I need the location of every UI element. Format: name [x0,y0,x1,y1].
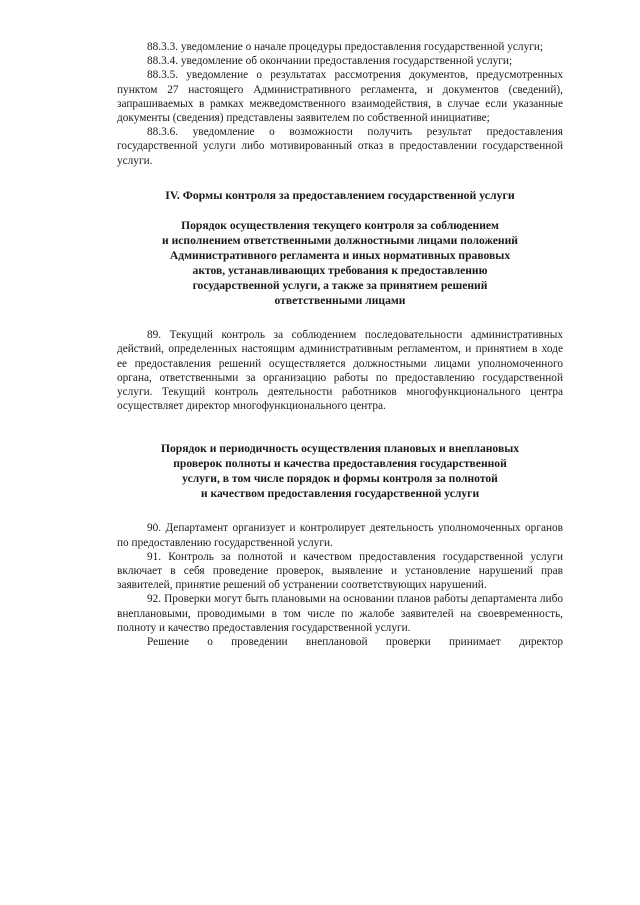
heading-line: Порядок осуществления текущего контроля за соблюдением [181,219,499,233]
paragraph-unscheduled-inspection: Решение о проведении внеплановой проверки принимает директор [147,636,563,649]
heading-line: услуги, в том числе порядок и формы контроля за полнотой [182,472,498,486]
heading-line: проверок полноты и качества предоставления государственной [173,457,507,471]
document-body [117,40,563,649]
item-88-3-3: 88.3.3. уведомление о начале процедуры предоставления государственной услуги; [147,41,544,53]
heading-line: государственной услуги, а также за принятием решений [192,279,488,293]
item-88-3-5: 88.3.5. уведомление о результатах рассмотрения документов, предусмотренных пунктом 27 настоящего Административного регламента, и документов (сведений), запрашиваемых в рамках межведомственного взаимодействия, в случае если указанные документы (сведения) представлены заявителем по собственной инициативе; [117,69,563,125]
paragraph-90: 90. Департамент организует и контролирует деятельность уполномоченных органов по предоставлению государственной услуги. [117,522,563,549]
heading-line: Административного регламента и иных нормативных правовых [169,249,511,263]
paragraph-92: 92. Проверки могут быть плановыми на основании планов работы департамента либо внеплановыми, проводимыми в том числе по жалобе заявителей на своевременность, полноту и качество предоставления государственной услуги. [117,593,563,634]
heading-line: и качеством предоставления государственной услуги [200,487,480,501]
item-88-3-6: 88.3.6. уведомление о возможности получить результат предоставления государственной услуги либо мотивированный отказ в предоставлении государственной услуги. [117,126,563,167]
heading-line: и исполнением ответственными должностными лицами положений [162,234,518,248]
subsection-heading-inspections [117,441,563,501]
heading-line: ответственными лицами [274,294,406,308]
heading-line: Порядок и периодичность осуществления плановых и внеплановых [160,442,520,456]
subsection-heading-current-control [117,218,563,308]
paragraph-89: 89. Текущий контроль за соблюдением последовательности административных действий, определенных настоящим административным регламентом, и принятием в ходе ее предоставления решений осуществляется должностными лицами уполномоченного органа, ответственными за организацию работы по предоставлению государственной услуги. Текущий контроль деятельности работников многофункционального центра осуществляет директор многофункционального центра. [117,329,563,413]
item-88-3-4: 88.3.4. уведомление об окончании предоставления государственной услуги; [147,55,513,68]
section-title: IV. Формы контроля за предоставлением государственной услуги [165,187,515,202]
paragraph-91: 91. Контроль за полнотой и качеством предоставления государственной услуги включает в себя проведение проверок, выявление и установление нарушений прав заявителей, принятие решений об устранении соответствующих нарушений. [117,550,563,592]
heading-line: актов, устанавливающих требования к предоставлению [192,264,488,278]
